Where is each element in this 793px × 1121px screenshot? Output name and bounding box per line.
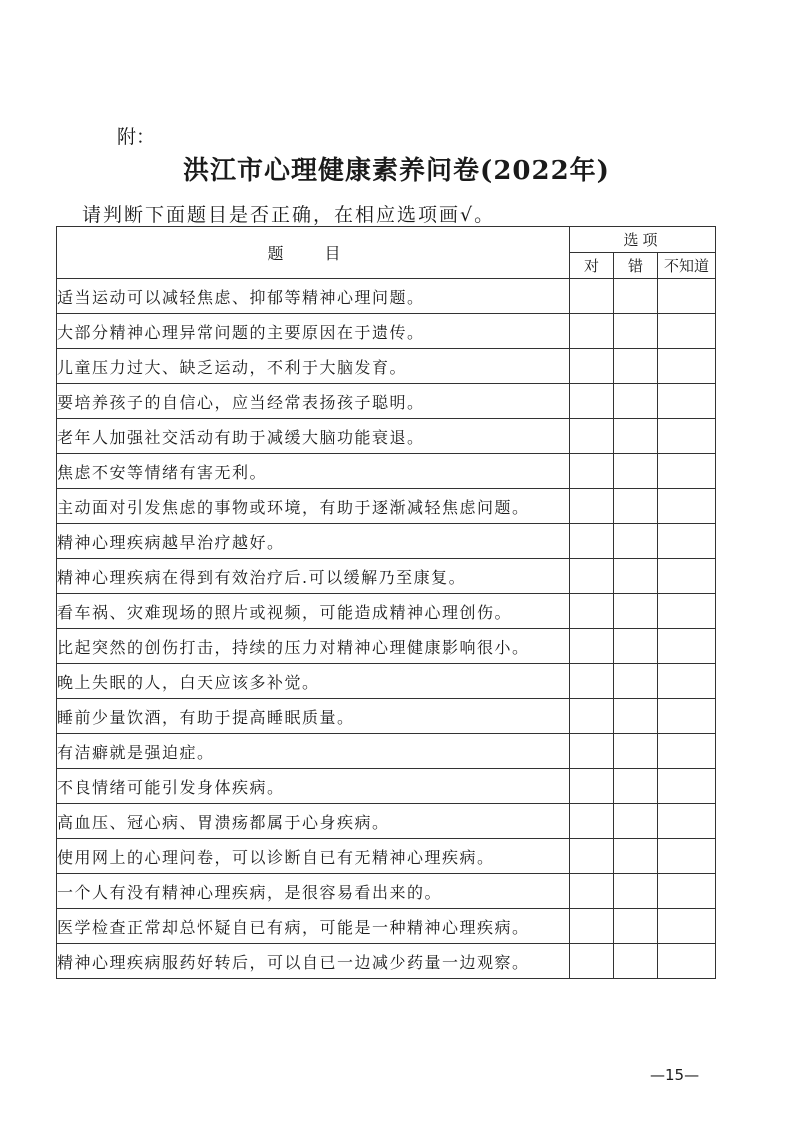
answer-cell-true[interactable]	[570, 279, 614, 314]
question-rows	[57, 279, 716, 979]
answer-cell-true[interactable]	[570, 559, 614, 594]
table-row	[57, 629, 716, 664]
answer-cell-unknown[interactable]	[658, 734, 716, 769]
answer-cell-false[interactable]	[614, 874, 658, 909]
answer-cell-false[interactable]	[614, 804, 658, 839]
answer-cell-true[interactable]	[570, 664, 614, 699]
table-row	[57, 839, 716, 874]
question-text: 使用网上的心理问卷，可以诊断自已有无精神心理疾病。	[57, 839, 570, 874]
answer-cell-false[interactable]	[614, 384, 658, 419]
question-text: 睡前少量饮酒，有助于提高睡眠质量。	[57, 699, 570, 734]
answer-cell-true[interactable]	[570, 349, 614, 384]
table-row	[57, 874, 716, 909]
question-text: 适当运动可以减轻焦虑、抑郁等精神心理问题。	[57, 279, 570, 314]
answer-cell-true[interactable]	[570, 804, 614, 839]
table-row	[57, 349, 716, 384]
option-header-true: 对	[570, 253, 614, 279]
answer-cell-unknown[interactable]	[658, 489, 716, 524]
answer-cell-true[interactable]	[570, 909, 614, 944]
survey-table	[56, 226, 716, 979]
table-row	[57, 279, 716, 314]
answer-cell-unknown[interactable]	[658, 594, 716, 629]
table-row	[57, 734, 716, 769]
answer-cell-unknown[interactable]	[658, 839, 716, 874]
answer-cell-false[interactable]	[614, 314, 658, 349]
answer-cell-true[interactable]	[570, 769, 614, 804]
answer-cell-true[interactable]	[570, 314, 614, 349]
answer-cell-unknown[interactable]	[658, 279, 716, 314]
question-column-header: 题 目	[57, 227, 570, 279]
answer-cell-true[interactable]	[570, 839, 614, 874]
answer-cell-true[interactable]	[570, 419, 614, 454]
answer-cell-unknown[interactable]	[658, 454, 716, 489]
options-column-header: 选项	[570, 227, 716, 253]
answer-cell-false[interactable]	[614, 594, 658, 629]
answer-cell-unknown[interactable]	[658, 944, 716, 979]
question-text: 医学检查正常却总怀疑自已有病，可能是一种精神心理疾病。	[57, 909, 570, 944]
page-title: 洪江市心理健康素养问卷(2022年)	[183, 156, 610, 186]
answer-cell-unknown[interactable]	[658, 699, 716, 734]
page-number: —15—	[650, 1066, 700, 1084]
table-row	[57, 944, 716, 979]
answer-cell-true[interactable]	[570, 524, 614, 559]
answer-cell-false[interactable]	[614, 664, 658, 699]
table-row	[57, 384, 716, 419]
table-row	[57, 699, 716, 734]
answer-cell-true[interactable]	[570, 734, 614, 769]
question-text: 精神心理疾病在得到有效治疗后.可以缓解乃至康复。	[57, 559, 570, 594]
answer-cell-unknown[interactable]	[658, 664, 716, 699]
answer-cell-unknown[interactable]	[658, 524, 716, 559]
answer-cell-unknown[interactable]	[658, 769, 716, 804]
question-text: 看车祸、灾难现场的照片或视频，可能造成精神心理创伤。	[57, 594, 570, 629]
answer-cell-unknown[interactable]	[658, 559, 716, 594]
answer-cell-true[interactable]	[570, 489, 614, 524]
answer-cell-true[interactable]	[570, 384, 614, 419]
answer-cell-false[interactable]	[614, 909, 658, 944]
question-text: 大部分精神心理异常问题的主要原因在于遗传。	[57, 314, 570, 349]
table-row	[57, 524, 716, 559]
answer-cell-true[interactable]	[570, 944, 614, 979]
question-text: 高血压、冠心病、胃溃疡都属于心身疾病。	[57, 804, 570, 839]
answer-cell-unknown[interactable]	[658, 349, 716, 384]
table-row	[57, 419, 716, 454]
answer-cell-true[interactable]	[570, 699, 614, 734]
answer-cell-true[interactable]	[570, 629, 614, 664]
answer-cell-true[interactable]	[570, 594, 614, 629]
question-text: 有洁癖就是强迫症。	[57, 734, 570, 769]
answer-cell-unknown[interactable]	[658, 629, 716, 664]
question-text: 一个人有没有精神心理疾病，是很容易看出来的。	[57, 874, 570, 909]
answer-cell-false[interactable]	[614, 454, 658, 489]
table-row	[57, 314, 716, 349]
answer-cell-unknown[interactable]	[658, 314, 716, 349]
answer-cell-false[interactable]	[614, 699, 658, 734]
option-header-unknown: 不知道	[658, 253, 716, 279]
question-text: 精神心理疾病越早治疗越好。	[57, 524, 570, 559]
table-row	[57, 909, 716, 944]
question-text: 不良情绪可能引发身体疾病。	[57, 769, 570, 804]
answer-cell-unknown[interactable]	[658, 874, 716, 909]
answer-cell-false[interactable]	[614, 559, 658, 594]
answer-cell-unknown[interactable]	[658, 419, 716, 454]
table-row	[57, 559, 716, 594]
answer-cell-false[interactable]	[614, 839, 658, 874]
question-text: 晚上失眠的人，白天应该多补觉。	[57, 664, 570, 699]
question-text: 焦虑不安等情绪有害无利。	[57, 454, 570, 489]
table-row	[57, 489, 716, 524]
instruction-text: 请判断下面题目是否正确，在相应选项画√。	[82, 204, 496, 226]
answer-cell-unknown[interactable]	[658, 909, 716, 944]
answer-cell-false[interactable]	[614, 419, 658, 454]
attachment-label: 附：	[117, 126, 156, 148]
answer-cell-false[interactable]	[614, 349, 658, 384]
answer-cell-false[interactable]	[614, 489, 658, 524]
question-text: 比起突然的创伤打击，持续的压力对精神心理健康影响很小。	[57, 629, 570, 664]
answer-cell-true[interactable]	[570, 454, 614, 489]
answer-cell-false[interactable]	[614, 279, 658, 314]
answer-cell-unknown[interactable]	[658, 384, 716, 419]
answer-cell-false[interactable]	[614, 629, 658, 664]
question-text: 要培养孩子的自信心，应当经常表扬孩子聪明。	[57, 384, 570, 419]
answer-cell-false[interactable]	[614, 769, 658, 804]
table-row	[57, 664, 716, 699]
question-text: 儿童压力过大、缺乏运动，不利于大脑发育。	[57, 349, 570, 384]
question-text: 老年人加强社交活动有助于减缓大脑功能衰退。	[57, 419, 570, 454]
table-row	[57, 804, 716, 839]
answer-cell-true[interactable]	[570, 874, 614, 909]
table-row	[57, 594, 716, 629]
answer-cell-false[interactable]	[614, 734, 658, 769]
option-header-false: 错	[614, 253, 658, 279]
question-text: 主动面对引发焦虑的事物或环境，有助于逐渐减轻焦虑问题。	[57, 489, 570, 524]
question-text: 精神心理疾病服药好转后，可以自已一边减少药量一边观察。	[57, 944, 570, 979]
answer-cell-false[interactable]	[614, 944, 658, 979]
answer-cell-unknown[interactable]	[658, 804, 716, 839]
answer-cell-false[interactable]	[614, 524, 658, 559]
table-row	[57, 454, 716, 489]
table-row	[57, 769, 716, 804]
